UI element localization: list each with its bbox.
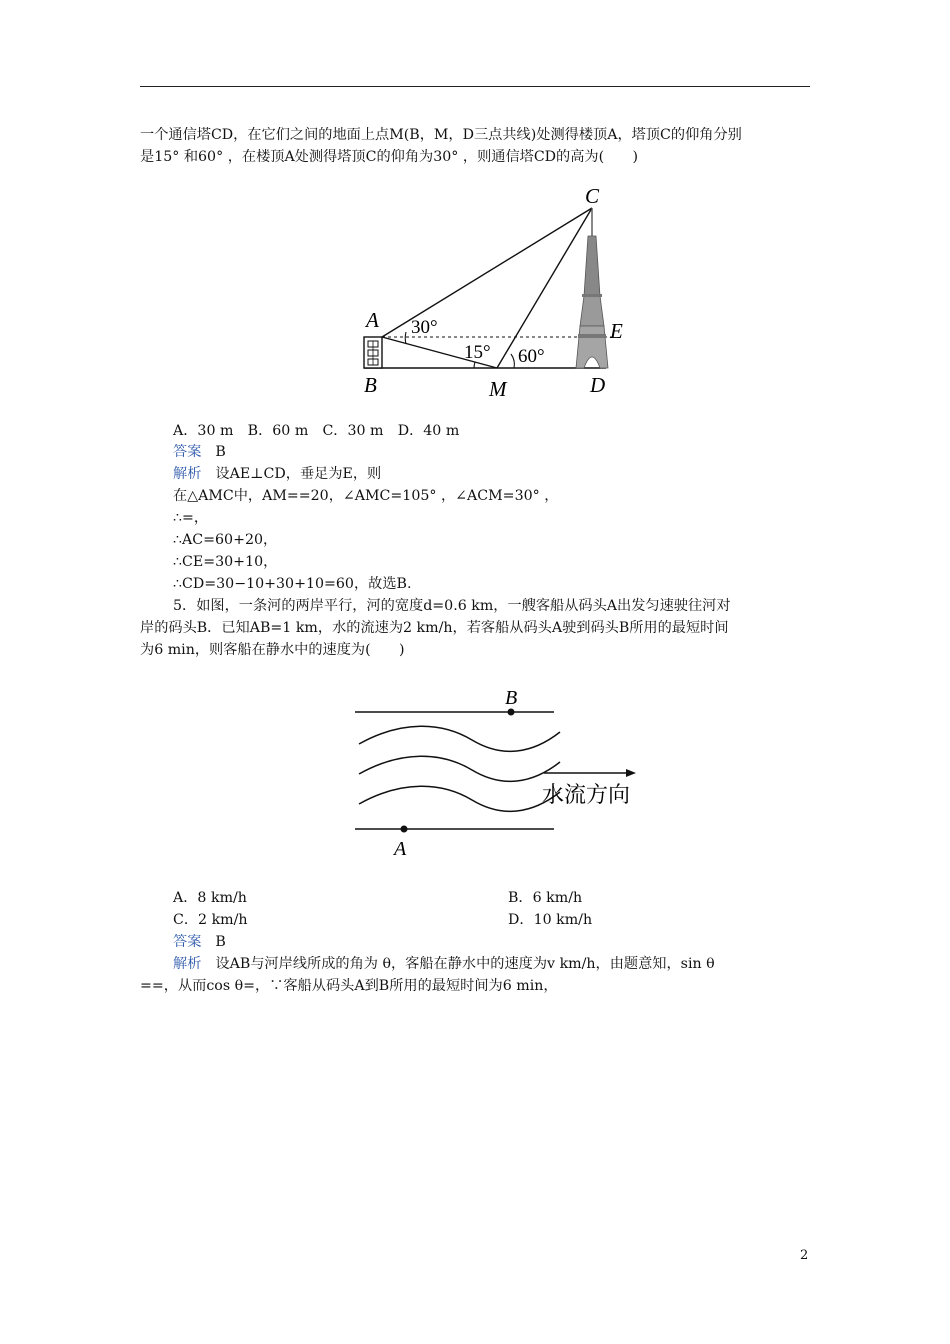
header-rule [140,86,810,87]
q5-stem-line-3: 为6 min，则客船在静水中的速度为( ) [140,642,405,658]
q4-options: A．30 m B．60 m C．30 m D．40 m [173,423,460,439]
fig1-angle-30: 30° [411,317,438,338]
q4-answer-key: 答案 [173,444,202,460]
q5-option-D: D．10 km/h [508,912,593,928]
fig1-label-M: M [489,377,507,401]
flow-direction-label: 水流方向 [542,783,631,808]
q5-analysis-text-1: 设AB与河岸线所成的角为 θ，客船在静水中的速度为v km/h，由题意知，sin θ [215,956,715,972]
fig2-label-B: B [505,687,518,709]
q5-option-A: A．8 km/h [173,890,247,906]
q5-stem-line-1: 5．如图，一条河的两岸平行，河的宽度d=0.6 km，一艘客船从码头A出发匀速驶往河对 [173,598,731,614]
q4-analysis-key: 解析 [173,466,202,482]
q4-analysis-5: ∴CE=30+10， [173,554,278,570]
q5-answer-value: B [215,934,226,950]
q5-option-C: C．2 km/h [173,912,248,928]
fig1-angle-60: 60° [518,346,545,367]
fig1-label-C: C [585,184,600,208]
tower-figure [342,176,644,416]
q5-answer [173,931,813,953]
q4-analysis-6: ∴CD=30−10+30+10=60，故选B. [173,576,412,592]
q5-answer-key: 答案 [173,934,202,950]
dock-A-point [401,826,408,833]
dock-B-point [508,709,515,716]
river-figure [322,662,664,884]
fig2-label-A: A [394,838,407,860]
q4-analysis-1 [173,463,813,485]
q4-answer [173,441,813,463]
q4-analysis-text-1: 设AE⊥CD，垂足为E，则 [215,466,382,482]
q4-analysis-2: 在△AMC中，AM==20，∠AMC=105° ，∠ACM=30° ， [173,488,559,504]
q4-stem-line-2: 是15° 和60° ，在楼顶A处测得塔顶C的仰角为30° ，则通信塔CD的高为( ) [140,149,639,165]
tower-icon [576,208,608,368]
q5-analysis-1 [173,953,813,975]
wave-lines [359,726,560,811]
fig1-label-A: A [366,308,379,332]
fig1-label-D: D [590,373,606,397]
q4-analysis-3: ∴=， [173,510,209,526]
q5-options-row-2 [173,909,813,931]
q4-analysis-4: ∴AC=60+20， [173,532,278,548]
flow-arrow-icon [544,769,636,777]
page-number: 2 [800,1248,809,1263]
fig1-label-E: E [610,319,623,343]
q5-analysis-2: ==，从而cos θ=，∵客船从码头A到B所用的最短时间为6 min， [140,978,558,994]
q5-option-B: B．6 km/h [508,890,583,906]
q4-answer-value: B [215,444,226,460]
fig1-angle-15: 15° [464,342,491,363]
q5-options-row-1 [173,887,813,909]
q4-stem-line-1: 一个通信塔CD，在它们之间的地面上点M(B，M，D三点共线)处测得楼顶A，塔顶C的仰角分别 [140,127,742,143]
q5-analysis-key: 解析 [173,956,202,972]
q5-stem-line-2: 岸的码头B．已知AB=1 km，水的流速为2 km/h，若客船从码头A驶到码头B所用的最短时间 [140,620,729,636]
fig1-label-B: B [364,373,377,397]
